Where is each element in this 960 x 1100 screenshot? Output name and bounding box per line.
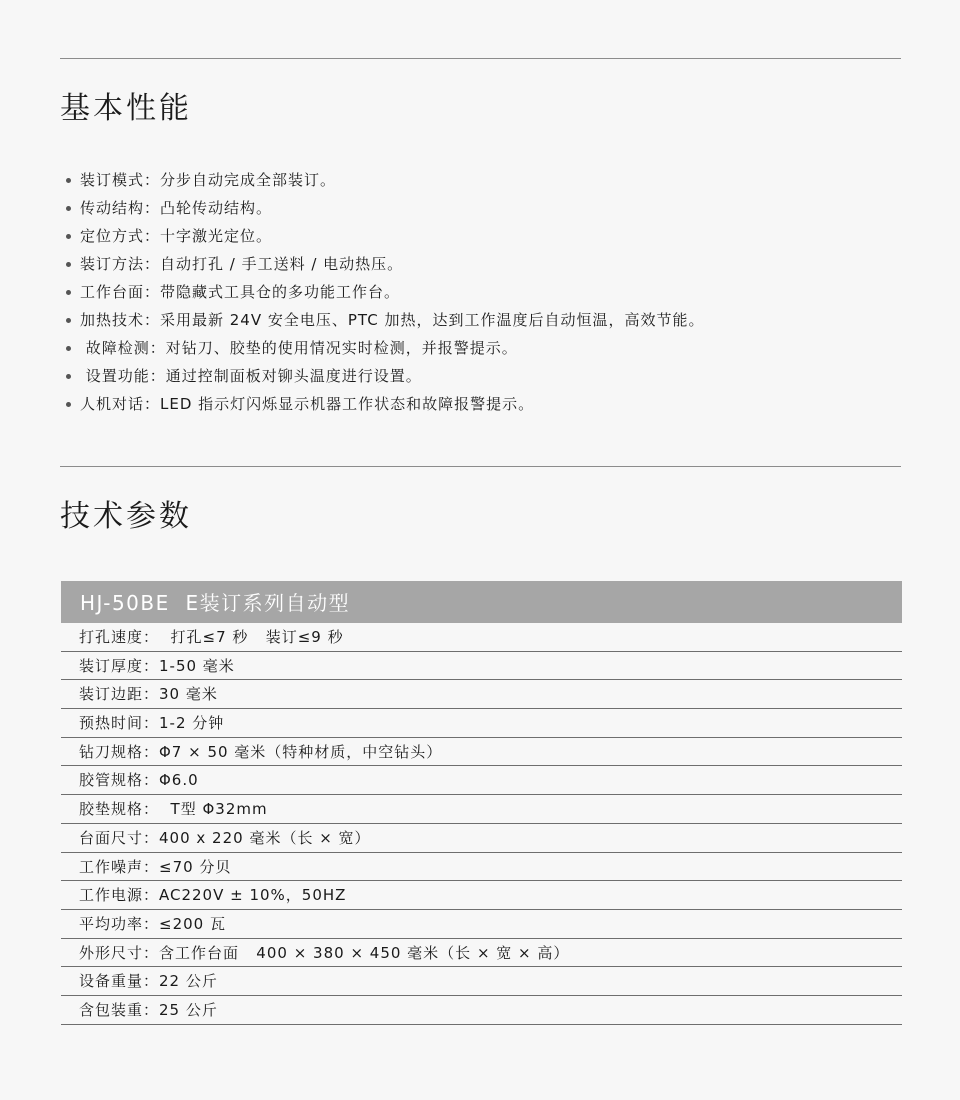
- middle-divider: [60, 466, 901, 467]
- bullet-icon: [66, 178, 71, 183]
- bullet-icon: [66, 318, 71, 323]
- list-item: [66, 166, 704, 194]
- feature-text: 传动结构：凸轮传动结构。: [80, 199, 273, 217]
- bullet-icon: [66, 374, 71, 379]
- feature-text: 装订模式：分步自动完成全部装订。: [80, 171, 337, 189]
- table-row: 胶垫规格： T型 Φ32mm: [61, 795, 902, 824]
- table-row: 工作噪声：≤70 分贝: [61, 853, 902, 882]
- table-row: 钻刀规格：Φ7 × 50 毫米（特种材质，中空钻头）: [61, 738, 902, 767]
- table-row: 平均功率：≤200 瓦: [61, 910, 902, 939]
- table-row: 外形尺寸：含工作台面 400 × 380 × 450 毫米（长 × 宽 × 高）: [61, 939, 902, 968]
- feature-text: 加热技术：采用最新 24V 安全电压、PTC 加热，达到工作温度后自动恒温，高效节能。: [80, 311, 705, 329]
- bullet-icon: [66, 234, 71, 239]
- performance-section-title: 基本性能: [60, 91, 192, 126]
- feature-text: 工作台面：带隐藏式工具仓的多功能工作台。: [80, 283, 401, 301]
- top-divider: [60, 58, 901, 59]
- list-item: [66, 194, 704, 222]
- table-row: 装订边距：30 毫米: [61, 680, 902, 709]
- table-row: 工作电源：AC220V ± 10%，50HZ: [61, 881, 902, 910]
- specs-section-title: 技术参数: [60, 499, 192, 534]
- table-row: 设备重量：22 公斤: [61, 967, 902, 996]
- list-item: [66, 334, 704, 362]
- table-row: 台面尺寸：400 x 220 毫米（长 × 宽）: [61, 824, 902, 853]
- table-row: 装订厚度：1-50 毫米: [61, 652, 902, 681]
- table-row: 胶管规格：Φ6.0: [61, 766, 902, 795]
- bullet-icon: [66, 262, 71, 267]
- bullet-icon: [66, 346, 71, 351]
- table-row: 预热时间：1-2 分钟: [61, 709, 902, 738]
- bullet-icon: [66, 290, 71, 295]
- feature-text: 故障检测：对钻刀、胶垫的使用情况实时检测，并报警提示。: [80, 339, 518, 357]
- bullet-icon: [66, 402, 71, 407]
- bullet-icon: [66, 206, 71, 211]
- table-row: 含包装重：25 公斤: [61, 996, 902, 1025]
- feature-text: 装订方法：自动打孔 / 手工送料 / 电动热压。: [80, 255, 404, 273]
- feature-text: 设置功能：通过控制面板对铆头温度进行设置。: [80, 367, 422, 385]
- list-item: [66, 306, 704, 334]
- table-row: 打孔速度： 打孔≤7 秒 装订≤9 秒: [61, 623, 902, 652]
- list-item: [66, 278, 704, 306]
- feature-text: 人机对话：LED 指示灯闪烁显示机器工作状态和故障报警提示。: [80, 395, 535, 413]
- list-item: [66, 362, 704, 390]
- spec-table: [61, 581, 902, 1025]
- list-item: [66, 390, 704, 418]
- feature-list: [66, 166, 704, 418]
- list-item: [66, 222, 704, 250]
- list-item: [66, 250, 704, 278]
- spec-table-header: HJ-50BE E装订系列自动型: [61, 581, 902, 623]
- feature-text: 定位方式：十字激光定位。: [80, 227, 273, 245]
